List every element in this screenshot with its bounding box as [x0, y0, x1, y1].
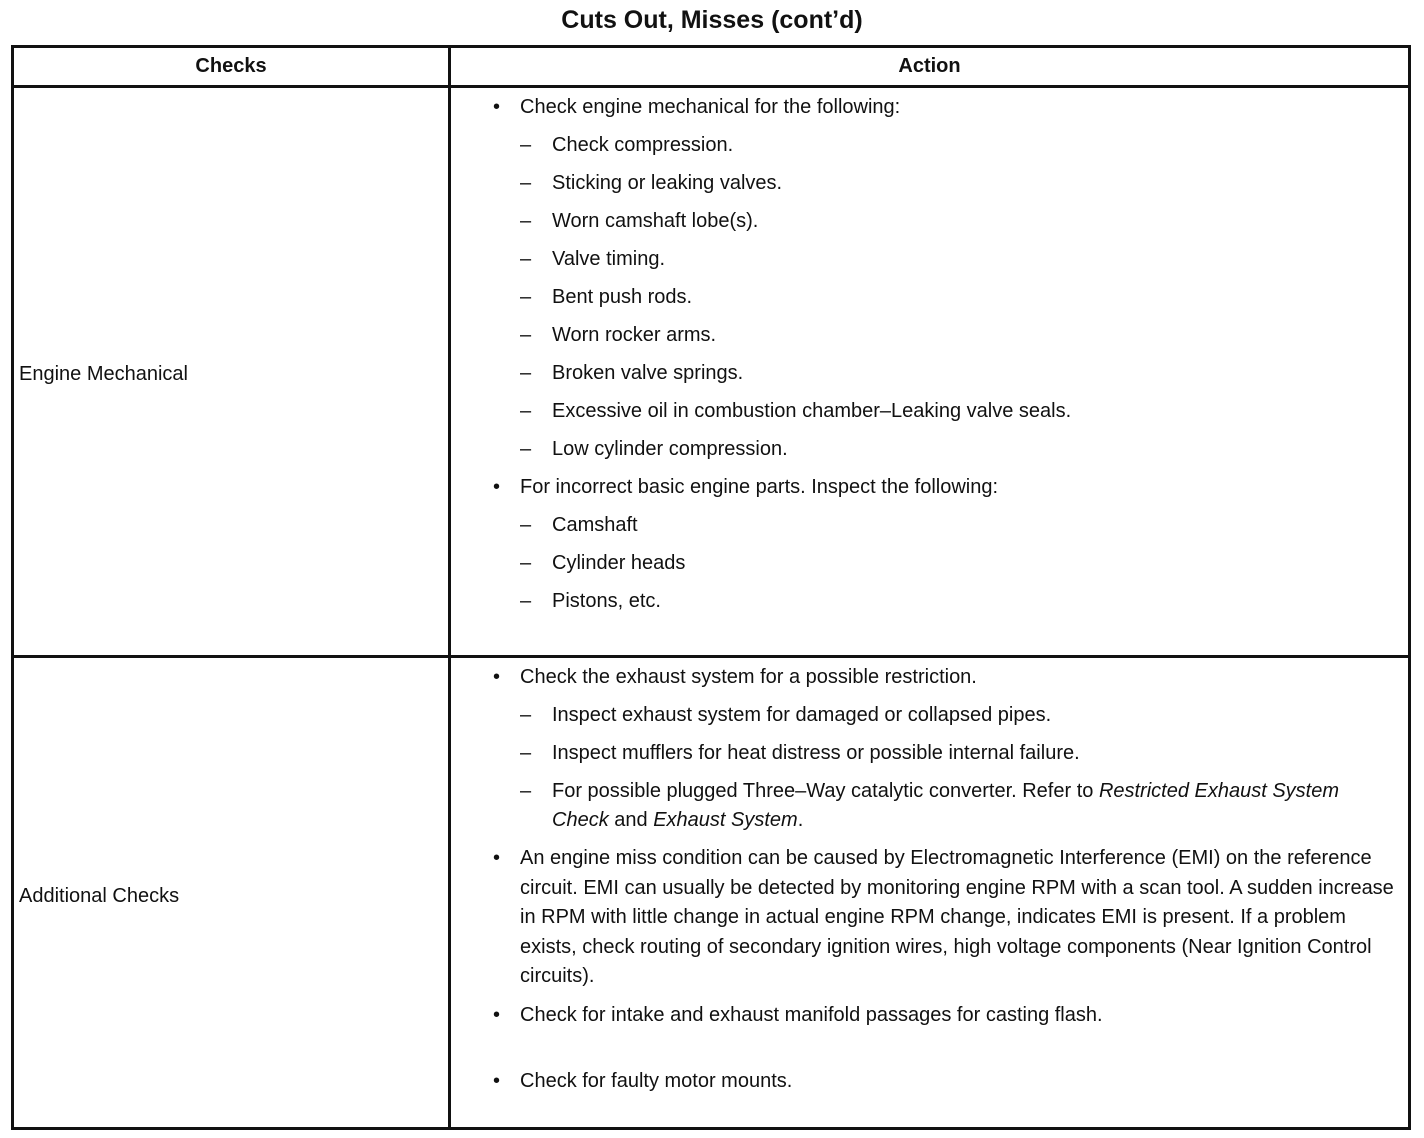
header-divider	[14, 85, 1408, 88]
list-item: – Bent push rods.	[520, 286, 693, 308]
list-item: • An engine miss condition can be caused by Electromagnetic Interference (EMI) on the reference circuit. EMI can usually be detected by monitoring engine RPM with a scan tool. A sudden increase in RPM with little change in actual engine RPM change, indicates EMI is present. If a problem exists, check routing of secondary ignition wires, high voltage components (Near Ignition Control circuits).	[451, 844, 1394, 992]
list-item: – Check compression.	[520, 134, 734, 156]
list-item: – Sticking or leaking valves.	[520, 172, 783, 194]
reference-restricted-exhaust: Restricted Exhaust System Check	[552, 780, 1340, 831]
page-title: Cuts Out, Misses (cont’d)	[561, 6, 863, 34]
list-item: – Inspect mufflers for heat distress or possible internal failure.	[520, 742, 1080, 764]
list-item: • Check for intake and exhaust manifold passages for casting flash.	[451, 1001, 1394, 1030]
list-item: • For incorrect basic engine parts. Inspect the following:	[451, 473, 1394, 502]
list-item: – Cylinder heads	[520, 552, 686, 574]
list-item: – Inspect exhaust system for damaged or collapsed pipes.	[520, 704, 1052, 726]
row-divider	[14, 655, 1408, 658]
list-item: – Worn camshaft lobe(s).	[520, 210, 759, 232]
action-additional-checks	[451, 663, 1408, 1105]
header-checks: Checks	[195, 55, 267, 77]
list-item: – Low cylinder compression.	[520, 438, 788, 460]
header-action: Action	[898, 55, 961, 77]
list-item: • Check for faulty motor mounts.	[451, 1067, 1394, 1096]
list-item: – Broken valve springs.	[520, 362, 744, 384]
check-engine-mechanical: Engine Mechanical	[19, 363, 188, 385]
list-item: – Pistons, etc.	[520, 590, 661, 612]
list-item: – Excessive oil in combustion chamber–Leaking valve seals.	[520, 400, 1072, 422]
list-item: • Check engine mechanical for the following:	[451, 93, 1394, 122]
action-engine-mechanical	[451, 93, 1408, 625]
list-item: – For possible plugged Three–Way catalytic converter. Refer to Restricted Exhaust System Check and Exhaust System.	[520, 780, 1340, 831]
diagnostic-table	[11, 45, 1411, 1130]
reference-exhaust-system: Exhaust System	[653, 809, 798, 831]
list-item: • Check the exhaust system for a possible restriction.	[451, 663, 1394, 692]
list-item: – Worn rocker arms.	[520, 324, 717, 346]
list-item: – Camshaft	[520, 514, 638, 536]
check-additional: Additional Checks	[19, 885, 180, 907]
list-item: – Valve timing.	[520, 248, 666, 270]
